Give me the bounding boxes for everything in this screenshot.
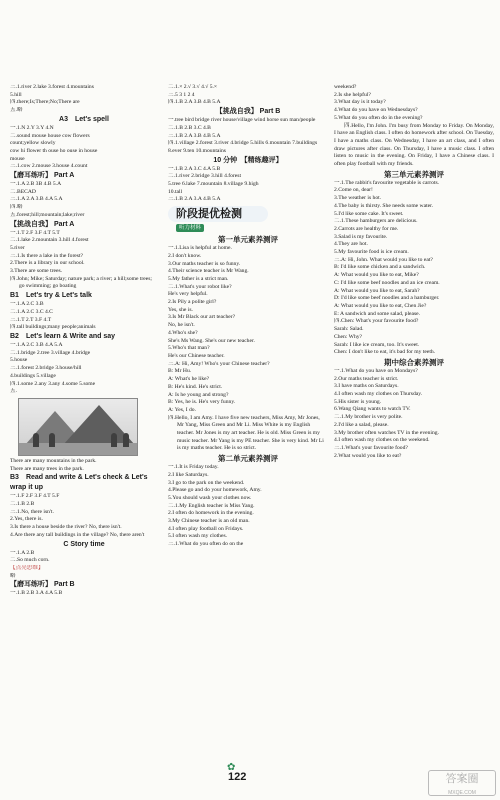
stage-title: 阶段提优检测 bbox=[176, 208, 242, 221]
answer-line: 三.1.B 2.A 3.B 4.B 5.A bbox=[168, 132, 221, 139]
answer-line: He's very helpful. bbox=[168, 291, 208, 298]
answer-line: 三.1.T 2.T 3.F 4.T bbox=[10, 316, 52, 323]
answer-line: 5.My favourite food is ice cream. bbox=[334, 249, 409, 256]
answer-line: No, he isn't. bbox=[168, 322, 195, 329]
watermark-url: MXQE.COM bbox=[448, 790, 476, 796]
unit2-lines bbox=[168, 464, 328, 549]
answer-line: 三.1.B 2.A 3.A 4.B 5.A bbox=[168, 196, 221, 203]
answer-line: 略 bbox=[10, 572, 16, 579]
a3-listening-lines bbox=[10, 181, 158, 220]
answer-line: A: What would you like to eat, Chen Jie? bbox=[334, 302, 427, 309]
answer-line: 2.Come on, dear! bbox=[334, 187, 373, 194]
answer-line: 二.So much corn. bbox=[10, 557, 50, 564]
answer-line: 三.1.cow 2.mouse 3.house 4.count bbox=[10, 163, 88, 170]
answer-line: Sarah: Salad. bbox=[334, 326, 364, 333]
answer-line: 三.1.forest 2.bridge 3.house/hill bbox=[10, 365, 82, 372]
answer-line: 2.Carrots are healthy for me. bbox=[334, 225, 399, 232]
answer-line: 五.略 bbox=[10, 107, 23, 114]
answer-line: 5.I'd like some cake. It's sweet. bbox=[334, 210, 404, 217]
answer-line: 3.My Chinese teacher is an old man. bbox=[168, 518, 250, 525]
answer-line: 一.1.F 2.F 3.F 4.T 5.F bbox=[10, 493, 60, 500]
answer-line: 2.I don't know. bbox=[168, 252, 202, 259]
midterm-lines bbox=[334, 368, 494, 460]
answer-line: 3.What day is it today? bbox=[334, 99, 386, 106]
column-2 bbox=[168, 84, 328, 549]
answer-line: weekend? bbox=[334, 84, 357, 90]
answer-line: There are many trees in the park. bbox=[10, 465, 84, 472]
b1-title: B1 Let's try & Let's talk bbox=[10, 292, 92, 300]
answer-line: cow hi flower th ouse ho ouse in house bbox=[10, 147, 98, 154]
answer-line: 5.My father is a strict man. bbox=[168, 275, 229, 282]
stage-banner bbox=[168, 204, 328, 234]
answer-line: 一.1.What do you have on Mondays? bbox=[334, 367, 418, 374]
answer-line: 4.Their science teacher is Mr Wang. bbox=[168, 268, 249, 275]
answer-line: Chen: I don't like to eat, it's bad for my teeth. bbox=[334, 349, 436, 356]
answer-line: 2.I like Saturdays. bbox=[168, 471, 209, 478]
answer-line: B: I'd like some chicken and a sandwich. bbox=[334, 264, 426, 271]
answer-line: 5.hill bbox=[10, 91, 22, 98]
answer-line: 4.Are there any tall buildings in the village? No, there aren't bbox=[10, 531, 145, 538]
answer-line: 3.My brother often watches TV in the evening. bbox=[334, 429, 439, 436]
answer-line: 一.1.N 2.Y 3.Y 4.N bbox=[10, 124, 54, 131]
col2-top bbox=[168, 84, 328, 107]
answer-line: 4.Please go and do your homework, Amy. bbox=[168, 487, 262, 494]
answer-line: 2.Is Pily a polite girl? bbox=[168, 299, 217, 306]
watermark-text: 答案圈 bbox=[445, 773, 479, 785]
answer-line: 2.Yes, there is. bbox=[10, 516, 43, 523]
unit2-title: 第二单元素养测评 bbox=[218, 454, 278, 464]
answer-line: 三.A: Hi, Amy! Who's your Chinese teacher? bbox=[168, 360, 270, 367]
a3-lines bbox=[10, 125, 158, 171]
a3-title: A3 Let's spell bbox=[59, 115, 109, 123]
answer-line: A: Is he young and strong? bbox=[168, 391, 229, 398]
answer-line: A: Yes, I do. bbox=[168, 406, 196, 413]
answer-line: 二.1.lake 2.mountain 3.hill 4.forest bbox=[10, 237, 89, 244]
answer-line: 三.1.What's your favourite food? bbox=[334, 444, 408, 451]
answer-line: 四.John; Mike; Saturday; nature park; a river; a hill;some trees; go swimming; go boating bbox=[10, 275, 152, 290]
answer-line: 一.1.T 2.F 3.F 4.T 5.T bbox=[10, 229, 60, 236]
answer-line: 5.What do you often do in the evening? bbox=[334, 114, 423, 121]
answer-line: 3.Is Mr Black our art teacher? bbox=[168, 314, 236, 321]
col1-top bbox=[10, 84, 158, 115]
unit3-lines bbox=[334, 180, 494, 357]
answer-line: 5.Who's that man? bbox=[168, 345, 210, 352]
answer-line: B: Mr Hu. bbox=[168, 368, 192, 375]
answer-line: 一.1.Lisa is helpful at home. bbox=[168, 245, 232, 252]
answer-line: 3.I go to the park on the weekend. bbox=[168, 479, 245, 486]
answer-line: 二.1.B 2.B bbox=[10, 501, 35, 508]
answer-line: A: What would you like to eat, Mike? bbox=[334, 272, 419, 279]
answer-line: 三.5 3 1 2 4 bbox=[168, 91, 195, 98]
col3-paragraph: 四.Hello, I'm John. I'm busy from Monday to Friday. On Monday, I have an English class. I often do homework after school. On Tuesday, I have a maths class. On Wednesday, I have an art class, and I often draw pictures after class. On Thursday, I have a music class. I often listen to music in the evening. On Friday, I have a Chinese class. I often play football with my friends. bbox=[334, 122, 494, 168]
part-b-lines bbox=[10, 590, 158, 598]
page-number: 122 bbox=[228, 771, 247, 783]
column-1 bbox=[10, 84, 158, 598]
answer-line: 2.Is she helpful? bbox=[334, 91, 371, 98]
answer-line: 三.1.river 2.lake 3.forest 4.mountains bbox=[10, 84, 94, 90]
mountain-picture bbox=[18, 398, 138, 456]
answer-line: 四.1.some 2.any 3.any 4.some 5.some bbox=[10, 380, 96, 387]
answer-line: 二.sound mouse house cow flowers bbox=[10, 132, 90, 139]
a3-listening-title: 【磨耳练听】 Part A bbox=[10, 172, 75, 180]
answer-line: count;yellow slowly bbox=[10, 140, 56, 147]
answer-line: 6.Wang Qiang wants to watch TV. bbox=[334, 406, 411, 413]
answer-line: 二.BECAD bbox=[10, 188, 36, 195]
answer-line: 一.1.A 2.B bbox=[10, 549, 35, 556]
answer-line: 五.forest;hill;mountain;lake;river bbox=[10, 211, 85, 218]
answer-line: 二.1.These hamburgers are delicious. bbox=[334, 218, 418, 225]
story-title: C Story time bbox=[63, 540, 105, 548]
answer-line: 4.What do you have on Wednesdays? bbox=[334, 107, 418, 114]
challenge-title: 【挑战自我】 Part A bbox=[10, 220, 75, 228]
answer-line: 2.I often do homework in the evening. bbox=[168, 510, 254, 517]
answer-line: 3.Salad is my favourite. bbox=[334, 233, 388, 240]
answer-line: 一.1.A 2.C 3.B bbox=[10, 301, 44, 308]
answer-line: 二.1.My English teacher is Miss Yang. bbox=[168, 502, 255, 509]
answer-line: 一.1.B 2.A 3.C 4.A 5.B bbox=[168, 165, 221, 172]
ten-minute-lines bbox=[168, 166, 328, 205]
answer-line: 一.1.B 2.B 3.A 4.A 5.B bbox=[10, 590, 63, 597]
unit1-lines bbox=[168, 245, 328, 453]
midterm-title: 期中综合素养测评 bbox=[384, 357, 444, 367]
answer-line: 5.house bbox=[10, 357, 28, 364]
answer-line: 10.tall bbox=[168, 188, 183, 195]
answer-line: 四.略 bbox=[10, 204, 23, 211]
answer-line: 二.1.My brother is very polite. bbox=[334, 414, 403, 421]
answer-line: 四.tall buildings;many people;animals bbox=[10, 324, 96, 331]
answer-line: 2.Our maths teacher is strict. bbox=[334, 375, 399, 382]
answer-line: B: Yes, he is. He's very funny. bbox=[168, 399, 236, 406]
answer-line: 4.I often wash my clothes on the weekend. bbox=[334, 437, 430, 444]
b3-title: B3 Read and write & Let's check & Let's wrap it up bbox=[10, 474, 148, 492]
challenge-lines bbox=[10, 230, 158, 292]
answer-line: 二.1.river 2.bridge 3.hill 4.forest bbox=[168, 173, 242, 180]
answer-line: Sarah: I like ice cream, too. It's sweet. bbox=[334, 341, 420, 348]
story-lines bbox=[10, 550, 158, 565]
answer-line: 3.I have maths on Saturdays. bbox=[334, 383, 399, 390]
ten-minute-title: 10 分钟 【精练趣评】 bbox=[213, 156, 283, 164]
answer-line: 四.1.B 2.A 3.B 4.B 5.A bbox=[168, 99, 221, 106]
answer-line: A: What would you like to eat, Sarah? bbox=[334, 287, 420, 294]
answer-line: 三.1.What do you often do on the bbox=[168, 541, 244, 548]
answer-line: 二.1.B 2.B 3.C 4.B bbox=[168, 124, 211, 131]
answer-line: E: A sandwich and some salad, please. bbox=[334, 310, 421, 317]
answer-line: 二.1.What's your robot like? bbox=[168, 283, 232, 290]
answer-line: 3.Our maths teacher is so funny. bbox=[168, 260, 241, 267]
answer-line: 4.I often play football on Fridays. bbox=[168, 525, 244, 532]
challenge-b-title: 【挑战自我】 Part B bbox=[215, 108, 281, 116]
unit3-title: 第三单元素养测评 bbox=[384, 169, 444, 179]
column-3 bbox=[334, 84, 494, 460]
answer-line: 2.I'd like a salad, please. bbox=[334, 421, 389, 428]
part-b-title: 【磨耳练听】 Part B bbox=[10, 581, 75, 589]
answer-line: A: What's he like? bbox=[168, 376, 210, 383]
answer-line: 5.You should wash your clothes now. bbox=[168, 494, 252, 501]
challenge-b-lines bbox=[168, 117, 328, 156]
unit1-title: 第一单元素养测评 bbox=[218, 235, 278, 245]
answer-line: 三.1.No, there isn't. bbox=[10, 508, 54, 515]
answer-line: There are many mountains in the park. bbox=[10, 457, 97, 464]
answer-line: He's our Chinese teacher. bbox=[168, 352, 225, 359]
answer-line: mouse bbox=[10, 155, 25, 162]
answer-line: 四.Hello, I am Amy. I have five new teachers, Miss Amy, Mr Jones, Mr Yang, Miss Green and Mr Li. Miss White is my English teacher. Mr Jones is my art teacher. He is old. Miss Green is my music teacher. Mr Yang is my PE teacher. She is very kind. Mr Li is my maths teacher. He is so strict. bbox=[168, 414, 324, 452]
answer-line: 二.1.A 2.C 3.C 4.C bbox=[10, 308, 53, 315]
answer-line: 4.Who's she? bbox=[168, 329, 198, 336]
b2-title: B2 Let's learn & Write and say bbox=[10, 332, 116, 340]
answer-line: 三.1.A 2.A 3.B 4.A 5.A bbox=[10, 196, 63, 203]
answer-line: 一.1.It is Friday today. bbox=[168, 464, 219, 471]
answer-line: 5.I often wash my clothes. bbox=[168, 533, 228, 540]
answer-line: She's Ms Wang. She's our new teacher. bbox=[168, 337, 255, 344]
answer-line: 四.Chen: What's your favourite food? bbox=[334, 318, 419, 325]
answer-line: 4.The baby is thirsty. She needs some water. bbox=[334, 202, 434, 209]
b3-lines bbox=[10, 493, 158, 539]
col3-top bbox=[334, 84, 494, 123]
answer-line: 5.tree 6.lake 7.mountain 8.village 9.high bbox=[168, 181, 259, 188]
answer-line: C: I'd like some beef noodles and an ice cream. bbox=[334, 279, 440, 286]
story-tag: 【点亮思维】 bbox=[10, 564, 44, 571]
answer-line: B: He's kind. He's strict. bbox=[168, 383, 223, 390]
answer-line: 8.ever 9.ten 10.mountains bbox=[168, 147, 226, 154]
answer-line: 一.1.The rabbit's favourite vegetable is carrots. bbox=[334, 179, 440, 186]
b1-lines bbox=[10, 301, 158, 332]
answer-line: 3.There are some trees. bbox=[10, 268, 63, 275]
picture-label: 五. bbox=[10, 388, 17, 395]
b2-lines bbox=[10, 342, 158, 388]
answer-line: Chen: Why? bbox=[334, 333, 363, 340]
answer-line: 2.There is a library in our school. bbox=[10, 260, 85, 267]
answer-line: 三.1.Is there a lake in the forest? bbox=[10, 252, 84, 259]
answer-line: 3.The weather is hot. bbox=[334, 195, 382, 202]
answer-line: 5.His sister is young. bbox=[334, 398, 382, 405]
story-tag-lines bbox=[10, 573, 158, 581]
answer-line: 四.1.village 2.forest 3.river 4.bridge 5.hills 6.mountain 7.buildings bbox=[168, 140, 318, 147]
answer-line: 四.there;Is;There;No;There are bbox=[10, 99, 80, 106]
answer-line: 一.1.A 2.C 3.B 4.A 5.A bbox=[10, 341, 63, 348]
answer-line: 3.Is there a house beside the river? No, there isn't. bbox=[10, 524, 122, 531]
answer-line: D: I'd like some beef noodles and a hamburger. bbox=[334, 295, 440, 302]
answer-line: Yes, she is. bbox=[168, 306, 193, 313]
answer-line: 一.tree bird bridge river house/village wind horse sun man/people bbox=[168, 117, 316, 124]
palm-icon: ✿ bbox=[227, 762, 236, 773]
answer-line: 三.A: Hi, John. What would you like to eat? bbox=[334, 256, 433, 263]
answer-line: 4.buildings 5.village bbox=[10, 372, 56, 379]
answer-line: 4.They are hot. bbox=[334, 241, 368, 248]
watermark-stamp bbox=[428, 770, 496, 796]
answer-line: 二.1.bridge 2.tree 3.village 4.bridge bbox=[10, 349, 91, 356]
answer-line: 2.What would you like to eat? bbox=[334, 452, 402, 459]
answer-line: 5.river bbox=[10, 244, 25, 251]
stage-subtitle: 听力材料 bbox=[176, 224, 204, 232]
answer-line: 4.I often wash my clothes on Thursday. bbox=[334, 391, 423, 398]
picture-text bbox=[10, 458, 158, 473]
answer-line: 二.1.× 2.√ 3.√ 4.√ 5.× bbox=[168, 84, 218, 90]
answer-line: 一.1.A 2.B 3B 4.B 5.A bbox=[10, 181, 62, 188]
